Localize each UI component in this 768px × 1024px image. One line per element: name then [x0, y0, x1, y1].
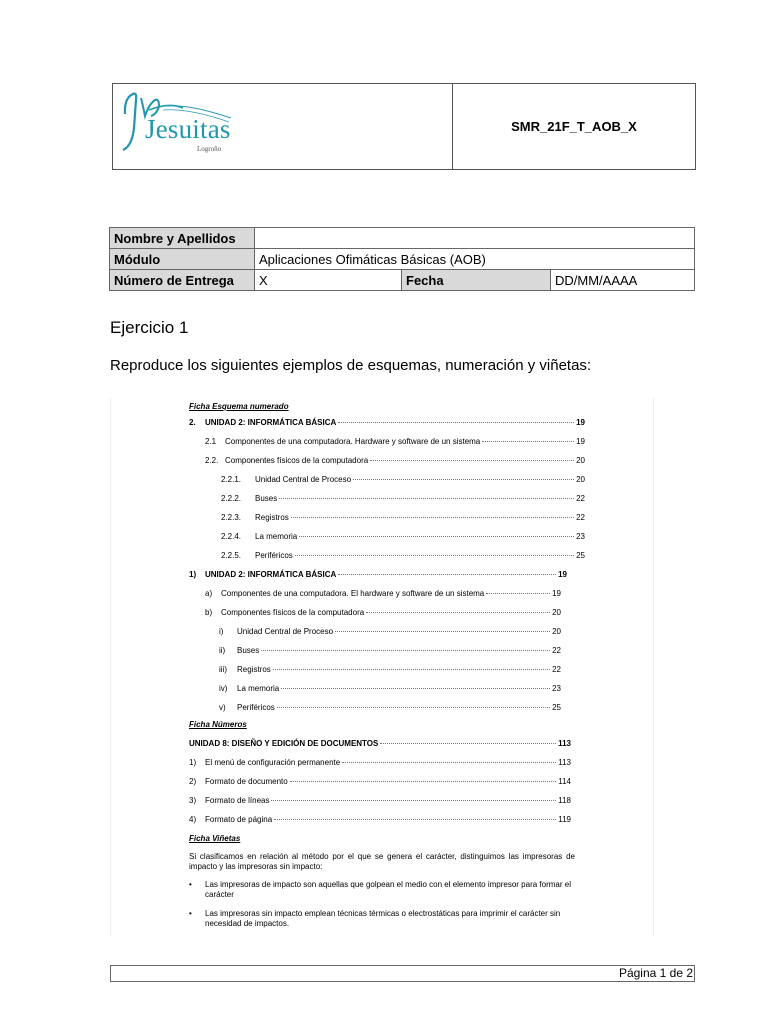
- leader-dots: [370, 460, 574, 461]
- leader-dots: [261, 650, 550, 651]
- item-text: Periféricos: [255, 551, 293, 560]
- bullet-icon: •: [189, 880, 192, 889]
- module-field[interactable]: Aplicaciones Ofimáticas Básicas (AOB): [255, 249, 695, 270]
- item-number: ii): [219, 646, 226, 655]
- item-number: a): [205, 589, 213, 598]
- list-item: [219, 627, 561, 636]
- item-page: 20: [576, 456, 585, 465]
- leader-dots: [380, 743, 556, 744]
- leader-dots: [274, 819, 556, 820]
- list-item: [221, 551, 585, 560]
- list-item: [205, 608, 561, 617]
- item-text: Formato de página: [205, 815, 273, 824]
- delivery-field[interactable]: X: [255, 270, 402, 291]
- item-number: iv): [219, 684, 228, 693]
- list-item: [189, 758, 571, 767]
- numbers-heading: Ficha Números: [189, 720, 247, 729]
- exercise-title: Ejercicio 1: [110, 318, 189, 337]
- list-item: [219, 665, 561, 674]
- logo-text: Jesuitas: [145, 114, 231, 144]
- item-page: 25: [576, 551, 585, 560]
- item-number: 2.1: [205, 437, 217, 446]
- item-page: 19: [576, 437, 585, 446]
- leader-dots: [277, 707, 550, 708]
- item-text: Componentes de una computadora. El hardware y software de un sistema: [221, 589, 485, 598]
- item-page: 22: [552, 646, 561, 655]
- item-text: Registros: [255, 513, 289, 522]
- item-number: 2.2.1.: [221, 475, 242, 484]
- list-item: [189, 796, 571, 805]
- list-item: [205, 456, 585, 465]
- list-item: Las impresoras sin impacto emplean técnicas térmicas o electrostáticas para imprimir el carácter sin necesidad de impactos.: [205, 909, 561, 928]
- document-header: [112, 83, 696, 170]
- list-item: [221, 532, 585, 541]
- item-page: 20: [576, 475, 585, 484]
- list-item: [219, 703, 561, 712]
- item-text: Buses: [255, 494, 278, 503]
- item-page: 119: [558, 815, 571, 824]
- item-text: La memoria: [237, 684, 280, 693]
- item-page: 20: [552, 608, 561, 617]
- item-page: 23: [552, 684, 561, 693]
- item-page: 22: [576, 494, 585, 503]
- bullets-intro: Si clasificamos en relación al método por el que se genera el carácter, distinguimos las impresoras de impacto y las impresoras sin impacto:: [189, 852, 575, 871]
- list-item: [219, 684, 561, 693]
- item-text: Formato de líneas: [205, 796, 270, 805]
- item-number: 1): [189, 758, 197, 767]
- list-item: [189, 739, 571, 748]
- exercise-intro: Reproduce los siguientes ejemplos de esquemas, numeración y viñetas:: [110, 357, 592, 374]
- item-number: b): [205, 608, 213, 617]
- leader-dots: [353, 479, 574, 480]
- leader-dots: [338, 422, 574, 423]
- item-text: Componentes de una computadora. Hardware y software de un sistema: [225, 437, 481, 446]
- item-number: i): [219, 627, 224, 636]
- document-code: SMR_21F_T_AOB_X: [511, 119, 637, 134]
- item-text: El menú de configuración permanente: [205, 758, 341, 767]
- item-number: 2.2.2.: [221, 494, 242, 503]
- student-info-table: [109, 227, 695, 291]
- item-page: 114: [558, 777, 571, 786]
- item-text: Unidad Central de Proceso: [237, 627, 334, 636]
- item-number: v): [219, 703, 226, 712]
- item-number: 4): [189, 815, 197, 824]
- leader-dots: [279, 498, 574, 499]
- leader-dots: [342, 762, 556, 763]
- leader-dots: [482, 441, 574, 442]
- item-text: UNIDAD 8: DISEÑO Y EDICIÓN DE DOCUMENTOS: [189, 739, 379, 748]
- date-label: Fecha: [402, 270, 551, 291]
- sample-document-image: [110, 398, 654, 936]
- item-page: 113: [558, 758, 571, 767]
- item-number: 2.: [189, 418, 196, 427]
- list-item: [205, 589, 561, 598]
- item-number: 2.2.: [205, 456, 219, 465]
- item-page: 20: [552, 627, 561, 636]
- list-item: [205, 437, 585, 446]
- leader-dots: [271, 800, 556, 801]
- item-text: UNIDAD 2: INFORMÁTICA BÁSICA: [205, 418, 337, 427]
- table-row: [110, 228, 695, 249]
- table-row: [110, 249, 695, 270]
- item-text: Registros: [237, 665, 271, 674]
- item-page: 19: [552, 589, 561, 598]
- bullets-heading: Ficha Viñetas: [189, 834, 241, 843]
- item-text: La memoria: [255, 532, 298, 541]
- list-item: [189, 418, 585, 427]
- item-page: 22: [576, 513, 585, 522]
- item-number: 2.2.5.: [221, 551, 242, 560]
- leader-dots: [299, 536, 574, 537]
- leader-dots: [273, 669, 550, 670]
- list-item: Las impresoras de impacto son aquellas que golpean el medio con el elemento impresor para formar el carácter: [205, 880, 571, 899]
- item-page: 113: [558, 739, 571, 748]
- leader-dots: [366, 612, 550, 613]
- name-field[interactable]: [255, 228, 695, 249]
- item-text: Formato de documento: [205, 777, 288, 786]
- item-text: Unidad Central de Proceso: [255, 475, 352, 484]
- item-text: UNIDAD 2: INFORMÁTICA BÁSICA: [205, 570, 337, 579]
- list-item: [221, 513, 585, 522]
- list-item: [189, 777, 571, 786]
- logo-subtext: Logroño: [197, 145, 222, 153]
- name-label: Nombre y Apellidos: [110, 228, 255, 249]
- item-text: Buses: [237, 646, 260, 655]
- item-number: iii): [219, 665, 227, 674]
- item-number: 2.2.4.: [221, 532, 242, 541]
- list-item: [221, 494, 585, 503]
- leader-dots: [291, 517, 574, 518]
- outline-heading: Ficha Esquema numerado: [189, 402, 289, 411]
- item-page: 19: [558, 570, 567, 579]
- leader-dots: [290, 781, 557, 782]
- item-page: 23: [576, 532, 585, 541]
- item-text: Periféricos: [237, 703, 275, 712]
- item-page: 22: [552, 665, 561, 674]
- leader-dots: [295, 555, 574, 556]
- item-page: 25: [552, 703, 561, 712]
- item-text: Componentes físicos de la computadora: [221, 608, 365, 617]
- page-footer: [110, 965, 695, 982]
- item-page: 19: [576, 418, 585, 427]
- delivery-label: Número de Entrega: [110, 270, 255, 291]
- item-number: 1): [189, 570, 197, 579]
- bullet-icon: •: [189, 909, 192, 918]
- list-item: [189, 815, 571, 824]
- logo-cell: [113, 84, 453, 169]
- leader-dots: [335, 631, 550, 632]
- leader-dots: [338, 574, 556, 575]
- item-text: Componentes físicos de la computadora: [225, 456, 369, 465]
- list-item: [189, 570, 567, 579]
- leader-dots: [486, 593, 550, 594]
- leader-dots: [281, 688, 550, 689]
- date-field[interactable]: DD/MM/AAAA: [551, 270, 695, 291]
- item-page: 118: [558, 796, 571, 805]
- module-label: Módulo: [110, 249, 255, 270]
- item-number: 2.2.3.: [221, 513, 242, 522]
- page-number: Página 1 de 2: [618, 966, 693, 980]
- item-number: 3): [189, 796, 197, 805]
- list-item: [221, 475, 585, 484]
- table-row: [110, 270, 695, 291]
- list-item: [219, 646, 561, 655]
- item-number: 2): [189, 777, 197, 786]
